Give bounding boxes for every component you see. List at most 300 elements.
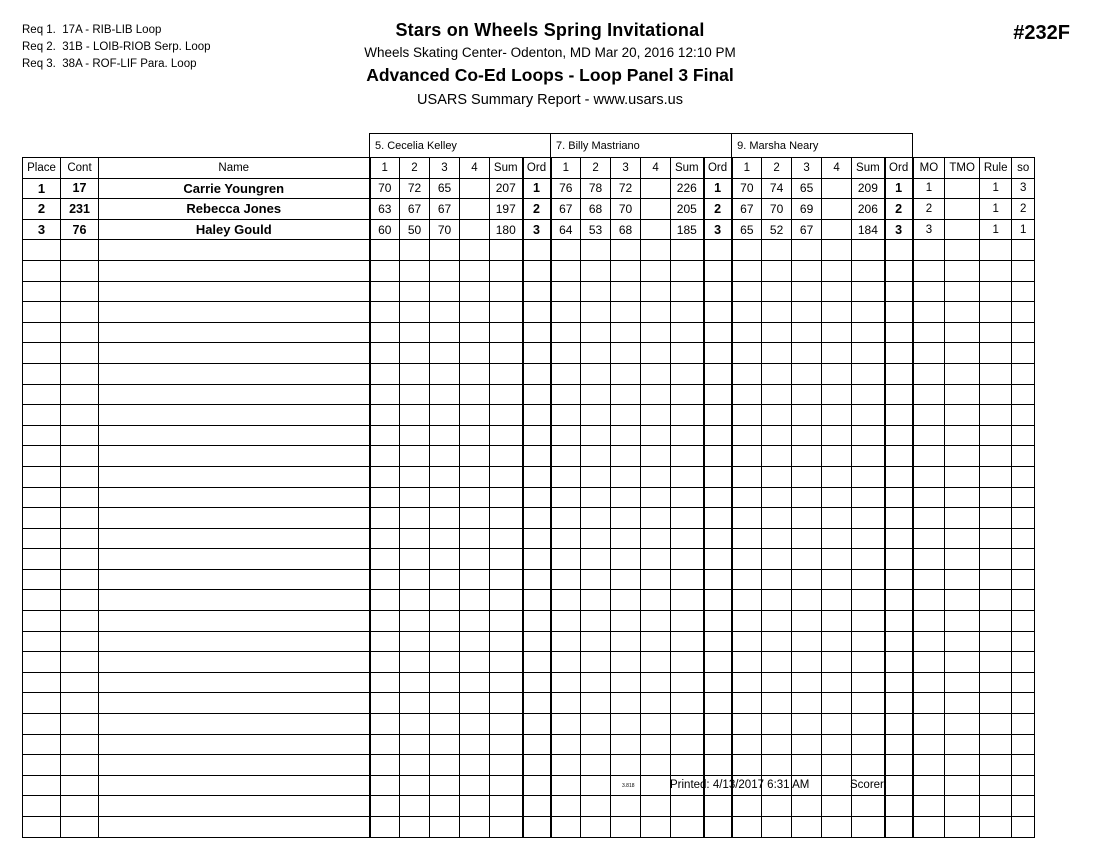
cell-name xyxy=(99,714,370,735)
cell-judge3-ord xyxy=(885,590,913,611)
cell-judge2-ord xyxy=(704,672,732,693)
table-row-empty xyxy=(23,631,1035,652)
cell-rule xyxy=(980,796,1012,817)
cell-judge1-sum: 197 xyxy=(490,199,523,220)
cell-judge1-s2: 50 xyxy=(400,219,430,240)
cell-name xyxy=(99,405,370,426)
cell-tmo xyxy=(945,322,980,343)
cell-mo xyxy=(913,775,945,796)
report-header xyxy=(0,0,1100,118)
table-row xyxy=(23,178,1035,199)
cell-judge1-ord xyxy=(523,631,551,652)
table-row-empty xyxy=(23,487,1035,508)
cell-judge1-s2 xyxy=(400,466,430,487)
cell-mo xyxy=(913,343,945,364)
cell-judge1-s4 xyxy=(460,487,490,508)
col-j3-1: 1 xyxy=(732,158,762,179)
cell-place xyxy=(23,672,61,693)
cell-judge2-s3 xyxy=(611,590,641,611)
cell-rule xyxy=(980,528,1012,549)
cell-judge2-s4 xyxy=(641,343,671,364)
cell-judge1-s3 xyxy=(430,817,460,838)
cell-judge1-ord xyxy=(523,281,551,302)
cell-judge1-ord xyxy=(523,425,551,446)
cell-judge1-ord xyxy=(523,240,551,261)
cell-judge1-ord xyxy=(523,446,551,467)
cell-so xyxy=(1012,508,1035,529)
cell-judge1-sum xyxy=(490,672,523,693)
cell-judge2-s1 xyxy=(551,652,581,673)
document-number: #232F xyxy=(1013,22,1070,44)
cell-judge1-s1 xyxy=(370,384,400,405)
cell-judge3-s3 xyxy=(792,260,822,281)
cell-judge2-sum xyxy=(671,384,704,405)
cell-mo xyxy=(913,693,945,714)
cell-judge1-s4 xyxy=(460,590,490,611)
cell-judge3-s4 xyxy=(822,755,852,776)
cell-name xyxy=(99,302,370,323)
cell-rule xyxy=(980,446,1012,467)
cell-judge1-s3 xyxy=(430,281,460,302)
cell-judge3-sum: 209 xyxy=(852,178,885,199)
cell-judge1-s3 xyxy=(430,549,460,570)
cell-judge2-s1 xyxy=(551,322,581,343)
cell-so xyxy=(1012,528,1035,549)
cell-judge2-ord xyxy=(704,343,732,364)
cell-judge2-s3 xyxy=(611,466,641,487)
cell-mo xyxy=(913,302,945,323)
cell-judge2-ord xyxy=(704,796,732,817)
cell-judge3-ord xyxy=(885,528,913,549)
cell-judge3-s2 xyxy=(762,260,792,281)
cell-cont xyxy=(61,487,99,508)
cell-judge2-ord xyxy=(704,240,732,261)
cell-mo xyxy=(913,817,945,838)
cell-so xyxy=(1012,322,1035,343)
cell-judge3-s4 xyxy=(822,322,852,343)
cell-tmo xyxy=(945,178,980,199)
cell-judge3-s2 xyxy=(762,672,792,693)
cell-judge1-ord xyxy=(523,796,551,817)
cell-judge1-ord xyxy=(523,755,551,776)
cell-judge2-s2: 78 xyxy=(581,178,611,199)
cell-cont xyxy=(61,508,99,529)
cell-judge2-s1 xyxy=(551,446,581,467)
cell-judge3-s4 xyxy=(822,219,852,240)
cell-judge2-s1 xyxy=(551,611,581,632)
cell-judge2-s3 xyxy=(611,631,641,652)
cell-judge3-ord xyxy=(885,281,913,302)
cell-judge1-sum xyxy=(490,466,523,487)
cell-judge3-ord xyxy=(885,569,913,590)
cell-rule xyxy=(980,384,1012,405)
cell-judge1-s1 xyxy=(370,611,400,632)
cell-judge2-s3: 72 xyxy=(611,178,641,199)
cell-judge2-s4 xyxy=(641,260,671,281)
event-title: Advanced Co-Ed Loops - Loop Panel 3 Final xyxy=(366,65,734,85)
cell-judge1-s4 xyxy=(460,569,490,590)
cell-judge1-s1 xyxy=(370,508,400,529)
cell-place xyxy=(23,734,61,755)
cell-judge3-s3 xyxy=(792,714,822,735)
cell-judge3-s2 xyxy=(762,755,792,776)
col-cont: Cont xyxy=(61,158,99,179)
cell-judge2-s1 xyxy=(551,755,581,776)
cell-mo xyxy=(913,384,945,405)
cell-judge3-s3 xyxy=(792,590,822,611)
cell-judge1-s4 xyxy=(460,528,490,549)
cell-judge3-s4 xyxy=(822,178,852,199)
cell-name xyxy=(99,734,370,755)
cell-judge1-s3 xyxy=(430,322,460,343)
cell-judge2-s1 xyxy=(551,734,581,755)
cell-mo xyxy=(913,796,945,817)
cell-judge3-s1 xyxy=(732,466,762,487)
cell-rule xyxy=(980,652,1012,673)
cell-judge1-s4 xyxy=(460,466,490,487)
cell-judge2-ord xyxy=(704,714,732,735)
cell-judge3-ord xyxy=(885,775,913,796)
cell-rule xyxy=(980,466,1012,487)
cell-judge2-s2 xyxy=(581,446,611,467)
cell-rule xyxy=(980,487,1012,508)
cell-judge2-s1 xyxy=(551,549,581,570)
cell-judge3-s4 xyxy=(822,199,852,220)
table-row-empty xyxy=(23,281,1035,302)
cell-judge2-s2 xyxy=(581,240,611,261)
cell-judge2-sum xyxy=(671,590,704,611)
cell-judge1-ord xyxy=(523,652,551,673)
cell-place xyxy=(23,569,61,590)
cell-judge2-ord xyxy=(704,611,732,632)
cell-judge1-s1 xyxy=(370,569,400,590)
cell-judge2-s4 xyxy=(641,796,671,817)
cell-judge3-sum: 184 xyxy=(852,219,885,240)
table-row-empty xyxy=(23,405,1035,426)
cell-judge1-s3 xyxy=(430,775,460,796)
cell-judge2-ord: 3 xyxy=(704,219,732,240)
col-j2-3: 3 xyxy=(611,158,641,179)
cell-judge1-s4 xyxy=(460,755,490,776)
cell-judge3-s2 xyxy=(762,487,792,508)
cell-judge1-s2 xyxy=(400,508,430,529)
cell-judge1-sum xyxy=(490,281,523,302)
table-row-empty xyxy=(23,755,1035,776)
cell-judge3-s2: 52 xyxy=(762,219,792,240)
cell-tmo xyxy=(945,260,980,281)
cell-name xyxy=(99,549,370,570)
cell-judge1-s2 xyxy=(400,652,430,673)
cell-judge3-s4 xyxy=(822,631,852,652)
cell-judge1-ord xyxy=(523,528,551,549)
cell-cont xyxy=(61,796,99,817)
cell-judge3-s3 xyxy=(792,322,822,343)
table-row-empty xyxy=(23,508,1035,529)
cell-judge3-s2 xyxy=(762,446,792,467)
cell-judge1-s2 xyxy=(400,714,430,735)
cell-judge1-s4 xyxy=(460,363,490,384)
cell-judge3-s3 xyxy=(792,466,822,487)
cell-judge3-s1: 65 xyxy=(732,219,762,240)
cell-judge3-s2 xyxy=(762,322,792,343)
cell-judge3-ord xyxy=(885,796,913,817)
cell-mo xyxy=(913,487,945,508)
cell-judge1-s3: 67 xyxy=(430,199,460,220)
cell-mo xyxy=(913,549,945,570)
cell-so: 3 xyxy=(1012,178,1035,199)
cell-judge2-s2 xyxy=(581,734,611,755)
cell-cont xyxy=(61,425,99,446)
cell-cont xyxy=(61,714,99,735)
cell-judge1-s2 xyxy=(400,363,430,384)
cell-cont xyxy=(61,672,99,693)
cell-judge2-sum xyxy=(671,240,704,261)
cell-judge1-s3 xyxy=(430,569,460,590)
cell-judge3-s3 xyxy=(792,487,822,508)
cell-place xyxy=(23,755,61,776)
cell-judge2-s3 xyxy=(611,755,641,776)
cell-rule xyxy=(980,343,1012,364)
cell-tmo xyxy=(945,343,980,364)
cell-judge1-s3 xyxy=(430,693,460,714)
judge-label-1: 5. Cecelia Kelley xyxy=(370,134,551,158)
cell-judge3-s1 xyxy=(732,693,762,714)
requirement-item: Req 2. 31B - LOIB-RIOB Serp. Loop xyxy=(22,41,211,53)
cell-mo xyxy=(913,240,945,261)
cell-place xyxy=(23,775,61,796)
cell-place xyxy=(23,425,61,446)
cell-judge3-s1 xyxy=(732,405,762,426)
table-row-empty xyxy=(23,466,1035,487)
cell-judge2-s4 xyxy=(641,363,671,384)
cell-mo xyxy=(913,734,945,755)
cell-judge1-s4 xyxy=(460,693,490,714)
cell-judge1-s2 xyxy=(400,569,430,590)
cell-so xyxy=(1012,817,1035,838)
cell-judge3-s1 xyxy=(732,631,762,652)
cell-judge3-ord xyxy=(885,817,913,838)
cell-name xyxy=(99,569,370,590)
cell-judge3-s3 xyxy=(792,405,822,426)
cell-rule xyxy=(980,734,1012,755)
cell-judge1-s2 xyxy=(400,672,430,693)
cell-judge1-sum xyxy=(490,775,523,796)
cell-judge1-s1 xyxy=(370,714,400,735)
cell-judge1-s2: 67 xyxy=(400,199,430,220)
cell-judge3-ord xyxy=(885,425,913,446)
cell-judge1-sum xyxy=(490,714,523,735)
summary-line: USARS Summary Report - www.usars.us xyxy=(417,92,683,108)
cell-place xyxy=(23,796,61,817)
cell-judge2-s4 xyxy=(641,775,671,796)
col-j2-1: 1 xyxy=(551,158,581,179)
cell-tmo xyxy=(945,219,980,240)
cell-judge2-sum xyxy=(671,549,704,570)
cell-judge3-s2 xyxy=(762,343,792,364)
cell-judge1-s1 xyxy=(370,734,400,755)
cell-judge1-s3 xyxy=(430,611,460,632)
cell-cont xyxy=(61,466,99,487)
col-j2-ord: Ord xyxy=(704,158,732,179)
cell-judge1-ord: 3 xyxy=(523,219,551,240)
cell-tmo xyxy=(945,240,980,261)
cell-name xyxy=(99,631,370,652)
cell-tmo xyxy=(945,734,980,755)
cell-judge3-s2: 74 xyxy=(762,178,792,199)
cell-judge3-s4 xyxy=(822,446,852,467)
cell-cont: 231 xyxy=(61,199,99,220)
printed-timestamp: Printed: 4/13/2017 6:31 AM xyxy=(670,779,810,791)
cell-judge2-s2 xyxy=(581,302,611,323)
cell-judge3-s3 xyxy=(792,611,822,632)
table-row-empty xyxy=(23,549,1035,570)
cell-judge2-s1 xyxy=(551,796,581,817)
cell-judge3-s1: 70 xyxy=(732,178,762,199)
cell-judge3-s1 xyxy=(732,569,762,590)
cell-judge3-s2 xyxy=(762,734,792,755)
cell-place xyxy=(23,611,61,632)
cell-judge1-s1 xyxy=(370,549,400,570)
cell-so xyxy=(1012,755,1035,776)
cell-cont xyxy=(61,631,99,652)
cell-judge1-s4 xyxy=(460,631,490,652)
cell-judge2-s3 xyxy=(611,734,641,755)
cell-judge1-ord: 1 xyxy=(523,178,551,199)
cell-so xyxy=(1012,734,1035,755)
cell-judge2-s2: 68 xyxy=(581,199,611,220)
cell-so xyxy=(1012,343,1035,364)
cell-rule: 1 xyxy=(980,199,1012,220)
cell-judge3-ord xyxy=(885,322,913,343)
cell-judge1-sum xyxy=(490,631,523,652)
cell-mo: 3 xyxy=(913,219,945,240)
cell-name xyxy=(99,322,370,343)
cell-tmo xyxy=(945,302,980,323)
cell-judge3-s3 xyxy=(792,528,822,549)
cell-judge3-s4 xyxy=(822,796,852,817)
cell-judge2-s4 xyxy=(641,508,671,529)
cell-name xyxy=(99,528,370,549)
cell-rule xyxy=(980,693,1012,714)
cell-tmo xyxy=(945,590,980,611)
venue-line: Wheels Skating Center- Odenton, MD Mar 20, 2016 12:10 PM xyxy=(364,45,736,60)
cell-judge2-s2 xyxy=(581,281,611,302)
cell-judge1-s1 xyxy=(370,631,400,652)
cell-judge1-s4 xyxy=(460,652,490,673)
cell-judge1-ord xyxy=(523,775,551,796)
cell-so xyxy=(1012,302,1035,323)
cell-judge1-s2 xyxy=(400,528,430,549)
cell-judge3-s2 xyxy=(762,281,792,302)
cell-judge1-s3 xyxy=(430,302,460,323)
cell-mo xyxy=(913,755,945,776)
cell-judge1-ord xyxy=(523,363,551,384)
cell-name xyxy=(99,796,370,817)
cell-judge1-sum xyxy=(490,611,523,632)
cell-name xyxy=(99,384,370,405)
cell-judge2-ord xyxy=(704,302,732,323)
cell-judge2-s4 xyxy=(641,302,671,323)
cell-judge3-ord xyxy=(885,384,913,405)
cell-so: 1 xyxy=(1012,219,1035,240)
cell-judge2-sum xyxy=(671,631,704,652)
cell-cont: 17 xyxy=(61,178,99,199)
cell-rule xyxy=(980,817,1012,838)
cell-judge1-ord xyxy=(523,260,551,281)
cell-mo xyxy=(913,652,945,673)
cell-judge2-s2 xyxy=(581,549,611,570)
cell-judge1-s1: 60 xyxy=(370,219,400,240)
cell-judge1-ord xyxy=(523,734,551,755)
cell-judge3-ord xyxy=(885,611,913,632)
cell-judge3-s1 xyxy=(732,817,762,838)
cell-place xyxy=(23,240,61,261)
cell-judge3-s1 xyxy=(732,425,762,446)
table-row-empty xyxy=(23,796,1035,817)
cell-judge2-sum xyxy=(671,405,704,426)
table-row-empty xyxy=(23,322,1035,343)
requirement-item: Req 1. 17A - RIB-LIB Loop xyxy=(22,24,162,36)
cell-judge2-s3 xyxy=(611,281,641,302)
cell-judge1-ord xyxy=(523,487,551,508)
cell-judge2-ord xyxy=(704,693,732,714)
cell-tmo xyxy=(945,672,980,693)
cell-judge2-s2 xyxy=(581,466,611,487)
cell-so xyxy=(1012,384,1035,405)
cell-cont xyxy=(61,734,99,755)
cell-cont xyxy=(61,260,99,281)
cell-judge1-s3 xyxy=(430,734,460,755)
cell-so xyxy=(1012,693,1035,714)
cell-judge1-s2 xyxy=(400,590,430,611)
col-j1-3: 3 xyxy=(430,158,460,179)
cell-judge2-s2 xyxy=(581,714,611,735)
cell-so xyxy=(1012,569,1035,590)
cell-judge2-s2 xyxy=(581,343,611,364)
cell-place: 3 xyxy=(23,219,61,240)
cell-judge3-sum xyxy=(852,528,885,549)
cell-judge3-s4 xyxy=(822,425,852,446)
table-row xyxy=(23,219,1035,240)
cell-mo xyxy=(913,569,945,590)
cell-cont xyxy=(61,384,99,405)
cell-judge3-s2 xyxy=(762,363,792,384)
cell-judge3-sum xyxy=(852,590,885,611)
cell-judge3-sum xyxy=(852,487,885,508)
col-j3-4: 4 xyxy=(822,158,852,179)
cell-judge3-s4 xyxy=(822,466,852,487)
cell-judge3-ord xyxy=(885,652,913,673)
cell-name xyxy=(99,260,370,281)
cell-tmo xyxy=(945,611,980,632)
cell-judge1-s4 xyxy=(460,714,490,735)
cell-judge2-s2 xyxy=(581,693,611,714)
cell-judge1-s4 xyxy=(460,405,490,426)
cell-judge2-sum xyxy=(671,302,704,323)
cell-judge1-s4 xyxy=(460,260,490,281)
table-row-empty xyxy=(23,363,1035,384)
cell-judge1-s1 xyxy=(370,693,400,714)
cell-judge3-s2 xyxy=(762,549,792,570)
cell-rule: 1 xyxy=(980,178,1012,199)
cell-judge3-sum xyxy=(852,508,885,529)
cell-place xyxy=(23,528,61,549)
cell-rule xyxy=(980,425,1012,446)
cell-judge1-s1 xyxy=(370,817,400,838)
cell-judge3-s2 xyxy=(762,240,792,261)
cell-judge2-ord xyxy=(704,446,732,467)
results-table xyxy=(22,133,1035,838)
